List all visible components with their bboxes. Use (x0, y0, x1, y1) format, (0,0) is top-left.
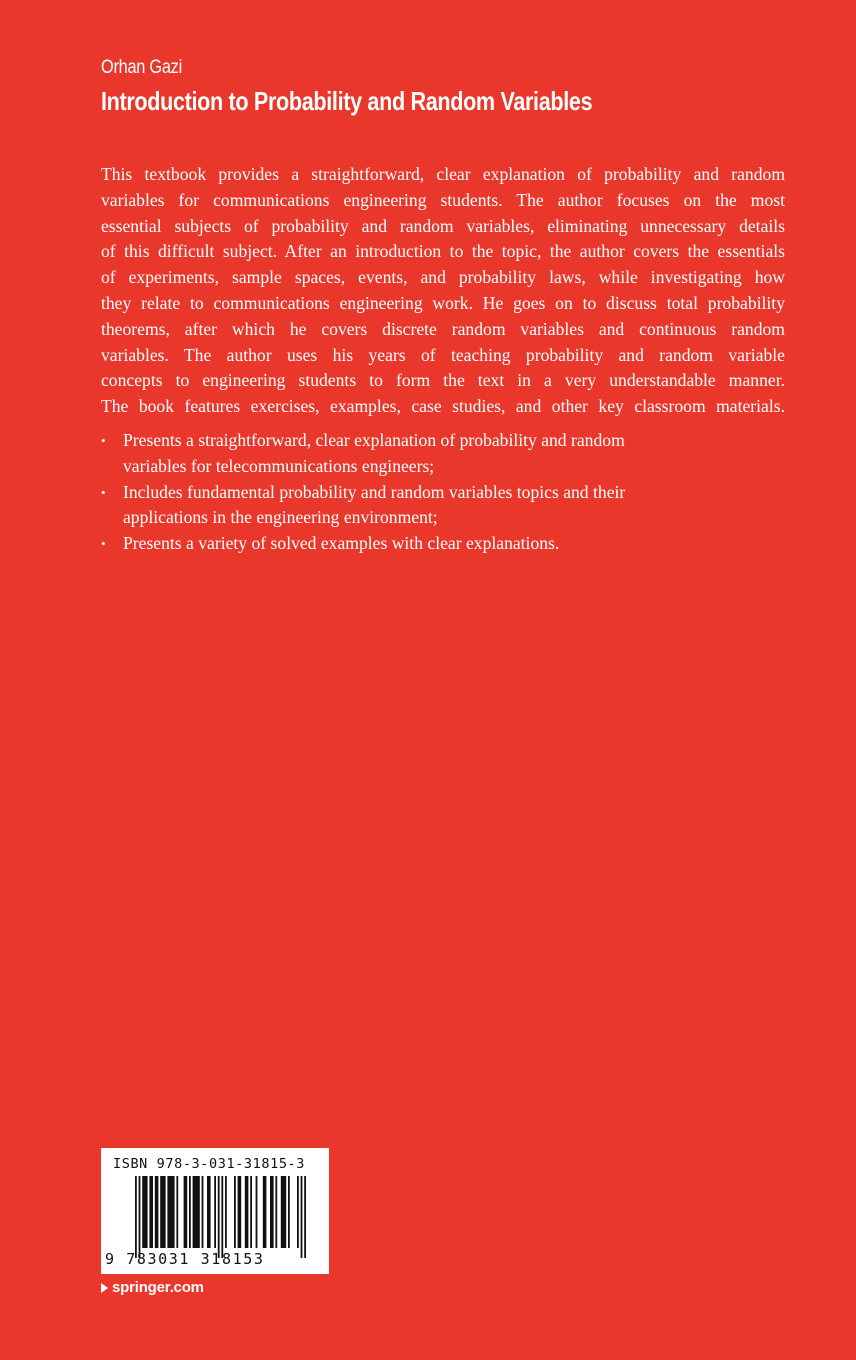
description-line: they relate to communications engineering work. He goes on to discuss total probability (101, 292, 785, 313)
isbn-barcode (101, 1148, 329, 1274)
bullet-icon: • (101, 484, 106, 500)
book-description (101, 162, 785, 420)
isbn-label: ISBN 978-3-031-31815-3 (113, 1156, 306, 1172)
barcode-bar (288, 1176, 290, 1248)
publisher-url: springer.com (112, 1279, 204, 1296)
barcode-bar (297, 1176, 299, 1248)
author-name: Orhan Gazi (101, 57, 182, 78)
barcode-bar (238, 1176, 242, 1248)
description-line: This textbook provides a straightforward, clear explanation of probability and random (101, 164, 785, 184)
barcode-bar (245, 1176, 249, 1248)
description-line: of experiments, sample spaces, events, and probability laws, while investigating how (101, 267, 785, 288)
barcode-bar (189, 1176, 191, 1248)
barcode-bar (207, 1176, 211, 1248)
description-line: variables. The author uses his years of teaching probability and random variable (101, 344, 785, 365)
bullet-icon: • (101, 536, 106, 552)
description-line: essential subjects of probability and random variables, eliminating unnecessary details (101, 215, 785, 236)
barcode-bar (281, 1176, 286, 1248)
description-line: of this difficult subject. After an introduction to the topic, the author covers the essentials (101, 241, 785, 262)
feature-line: Presents a straightforward, clear explanation of probability and random (123, 430, 625, 450)
barcode-bar (301, 1176, 303, 1258)
barcode-bar (167, 1176, 174, 1248)
feature-item (101, 428, 785, 480)
feature-line: Includes fundamental probability and random variables topics and their (123, 481, 626, 502)
barcode-bar (149, 1176, 153, 1248)
barcode-bar (214, 1176, 216, 1248)
barcode-bar (275, 1176, 277, 1248)
barcode-bar (304, 1176, 306, 1258)
barcode-bar (139, 1176, 141, 1258)
description-line: theorems, after which he covers discrete random variables and continuous random (101, 318, 785, 339)
barcode-bar (270, 1176, 274, 1248)
barcode-bar (256, 1176, 258, 1248)
barcode-bar (176, 1176, 178, 1248)
feature-item (101, 480, 785, 532)
barcode-bar (234, 1176, 236, 1248)
feature-line: applications in the engineering environment; (123, 507, 438, 528)
feature-item (101, 531, 785, 557)
description-line: The book features exercises, examples, case studies, and other key classroom materials. (101, 396, 785, 417)
barcode-bar (225, 1176, 227, 1248)
barcode-bar (250, 1176, 252, 1248)
barcode-bar (135, 1176, 137, 1258)
description-line: variables for communications engineering students. The author focuses on the most (101, 189, 785, 210)
barcode-bar (184, 1176, 188, 1248)
feature-line: variables for telecommunications engineers; (123, 455, 435, 476)
barcode-bar (142, 1176, 147, 1248)
feature-list (101, 428, 785, 557)
barcode-bar (202, 1176, 204, 1248)
publisher-link[interactable] (101, 1279, 204, 1296)
barcode-bar (193, 1176, 200, 1248)
book-title: Introduction to Probability and Random Variables (101, 86, 593, 116)
barcode-bar (155, 1176, 159, 1248)
barcode-bar (218, 1176, 220, 1258)
barcode-digits: 9 783031 318153 (105, 1250, 265, 1268)
bullet-icon: • (101, 433, 106, 448)
barcode-bar (160, 1176, 165, 1248)
barcode-bar (221, 1176, 223, 1258)
feature-line: Presents a variety of solved examples with clear explanations. (123, 533, 560, 554)
arrow-right-icon (101, 1283, 108, 1293)
description-line: concepts to engineering students to form the text in a very understandable manner. (101, 370, 785, 391)
barcode-bar (263, 1176, 267, 1248)
